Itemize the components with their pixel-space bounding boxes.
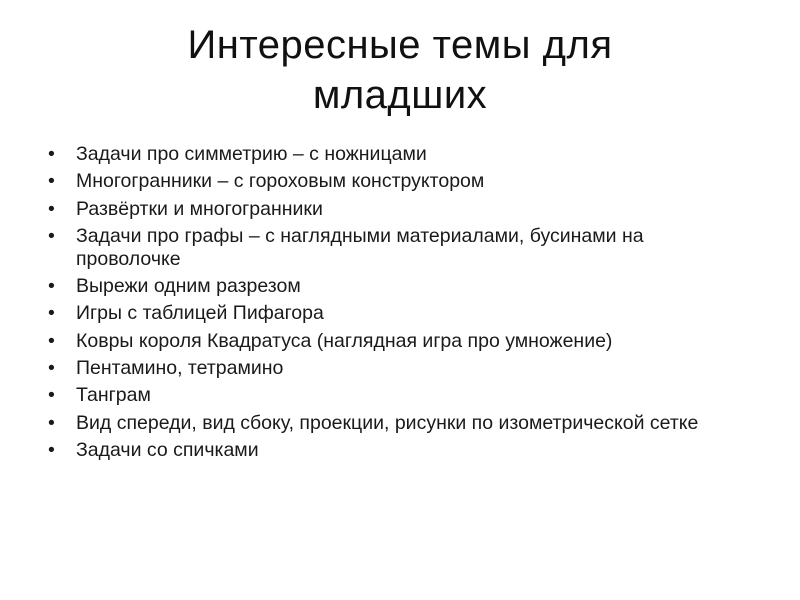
list-item-text: Пентамино, тетрамино	[76, 357, 284, 380]
list-item-text: Игры с таблицей Пифагора	[76, 302, 324, 325]
list-item	[48, 384, 728, 407]
bullet-icon: •	[48, 384, 55, 407]
list-item-text: Задачи со спичками	[76, 438, 259, 461]
bullet-icon: •	[48, 411, 55, 434]
bullet-icon: •	[48, 438, 55, 461]
list-item-text: Танграм	[76, 384, 151, 407]
topic-list	[48, 143, 728, 466]
slide-title	[40, 20, 760, 120]
bullet-icon: •	[48, 302, 55, 325]
bullet-icon: •	[48, 224, 55, 247]
list-item	[48, 302, 728, 325]
list-item-text: Задачи про симметрию – с ножницами	[76, 143, 427, 165]
bullet-icon: •	[48, 275, 55, 298]
list-item	[48, 412, 728, 435]
bullet-icon: •	[48, 357, 55, 380]
bullet-icon: •	[48, 143, 55, 165]
list-item-text: Вырежи одним разрезом	[76, 275, 301, 298]
slide-title-line-2: младших	[312, 73, 488, 117]
bullet-icon: •	[48, 170, 55, 193]
list-item	[48, 275, 728, 298]
list-item-text: Развёртки и многогранники	[76, 197, 323, 220]
slide-title-line-1: Интересные темы для	[187, 23, 613, 67]
bullet-icon: •	[48, 329, 55, 352]
list-item	[48, 170, 728, 193]
list-item	[48, 198, 728, 221]
bullet-icon: •	[48, 197, 55, 220]
list-item	[48, 357, 728, 380]
list-item	[48, 225, 728, 271]
list-item-text: Ковры короля Квадратуса (наглядная игра про умножение)	[76, 329, 613, 352]
list-item-text: Вид спереди, вид сбоку, проекции, рисунки по изометрической сетке	[76, 411, 699, 434]
list-item-text: Задачи про графы – с наглядными материалами, бусинами на проволочке	[76, 224, 644, 270]
list-item-text: Многогранники – с гороховым конструктором	[76, 170, 485, 193]
list-item	[48, 439, 728, 462]
list-item	[48, 143, 728, 166]
list-item	[48, 330, 728, 353]
